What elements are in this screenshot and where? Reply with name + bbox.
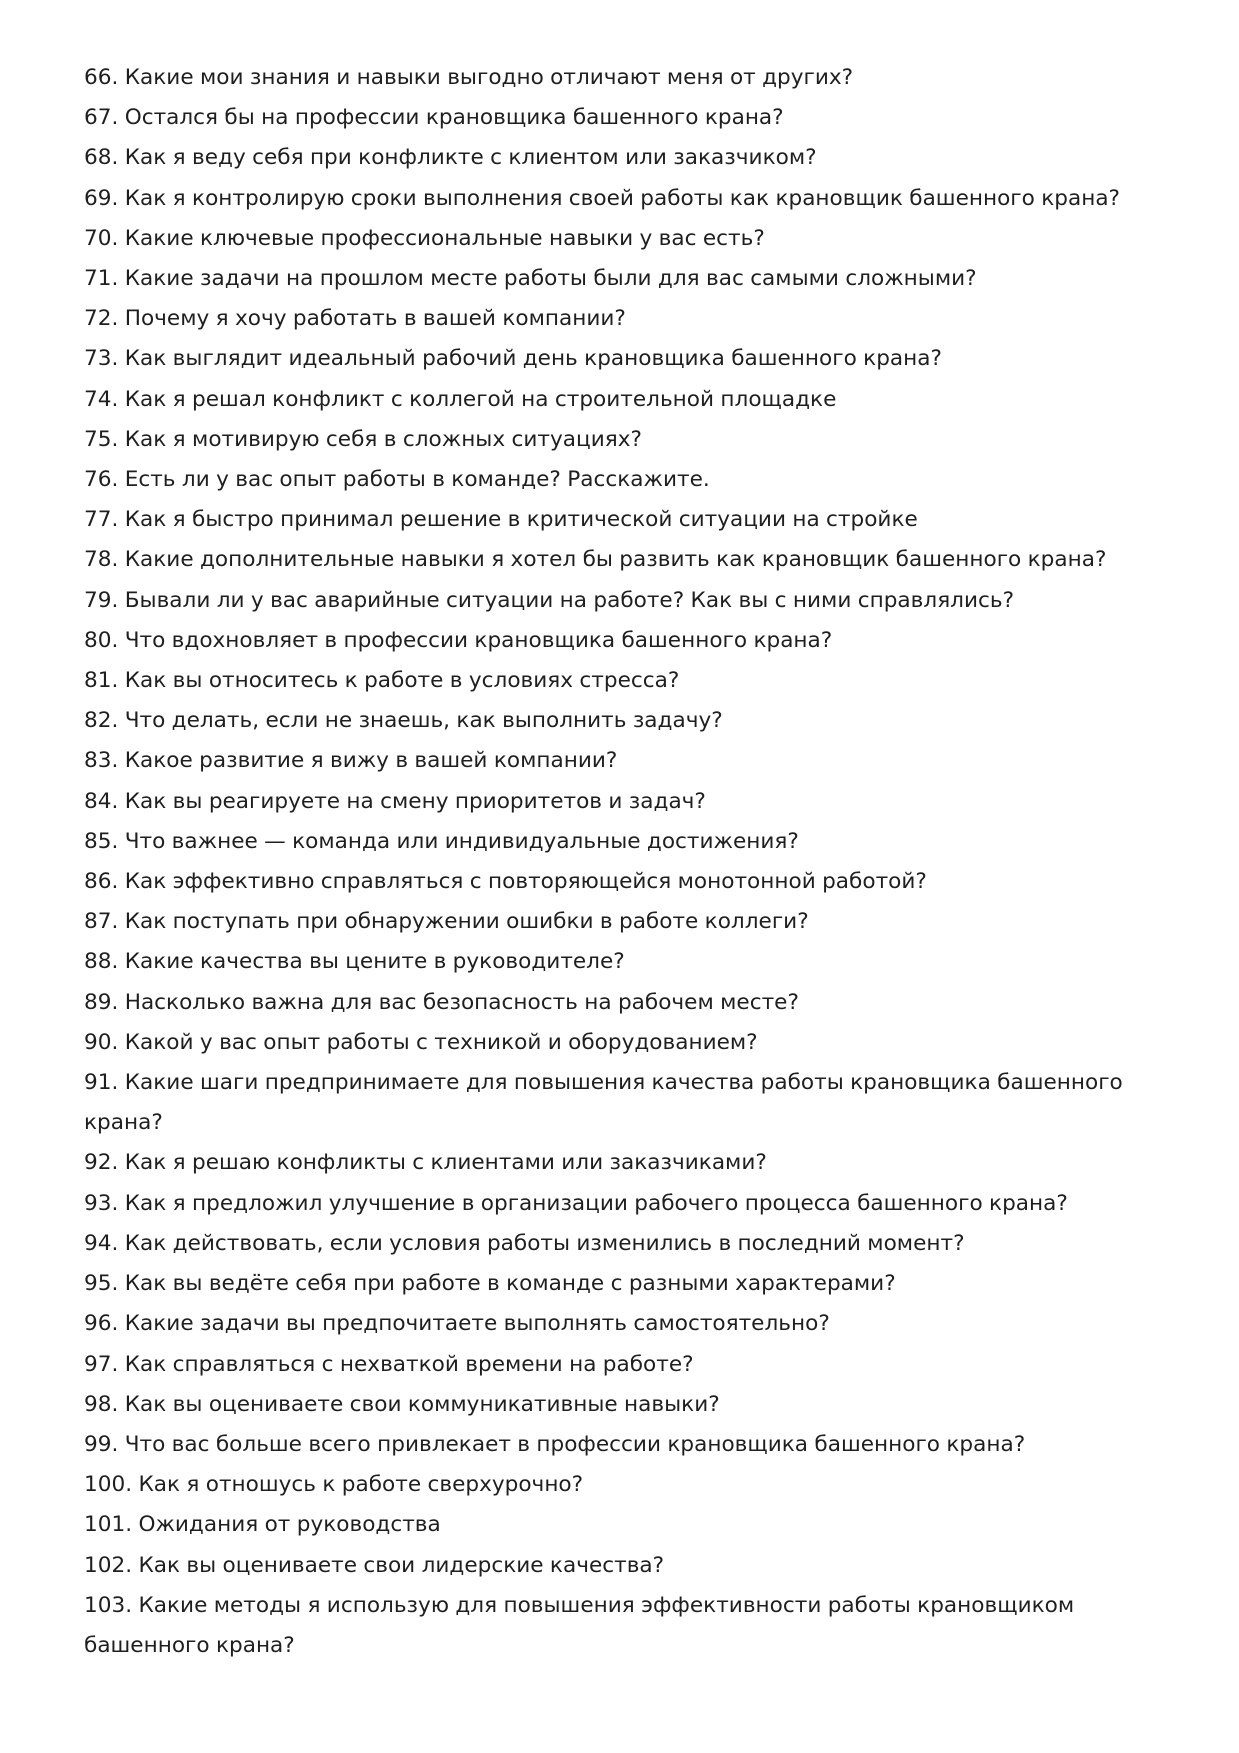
question-item: 94. Как действовать, если условия работы изменились в последний момент?	[84, 1230, 965, 1256]
question-item: 77. Как я быстро принимал решение в критической ситуации на стройке	[84, 507, 918, 533]
question-item: 82. Что делать, если не знаешь, как выполнить задачу?	[84, 708, 723, 734]
question-item: 66. Какие мои знания и навыки выгодно отличают меня от других?	[84, 65, 854, 90]
question-item: 93. Как я предложил улучшение в организации рабочего процесса башенного крана?	[84, 1190, 1068, 1216]
question-item: 67. Остался бы на профессии крановщика башенного крана?	[84, 105, 784, 131]
question-item: 95. Как вы ведёте себя при работе в команде с разными характерами?	[84, 1271, 896, 1297]
question-item: 102. Как вы оцениваете свои лидерские качества?	[84, 1552, 665, 1578]
question-item: 72. Почему я хочу работать в вашей компании?	[84, 306, 626, 332]
question-item: 68. Как я веду себя при конфликте с клиентом или заказчиком?	[84, 145, 817, 171]
question-item: 89. Насколько важна для вас безопасность на рабочем месте?	[84, 989, 799, 1015]
question-item: 71. Какие задачи на прошлом месте работы были для вас самыми сложными?	[84, 266, 977, 292]
question-item: 91. Какие шаги предпринимаете для повышения качества работы крановщика башенного крана?	[84, 1070, 1123, 1136]
question-item: 101. Ожидания от руководства	[84, 1512, 441, 1538]
question-item: 73. Как выглядит идеальный рабочий день крановщика башенного крана?	[84, 346, 942, 372]
question-item: 70. Какие ключевые профессиональные навыки у вас есть?	[84, 225, 765, 251]
question-item: 99. Что вас больше всего привлекает в профессии крановщика башенного крана?	[84, 1431, 1026, 1457]
question-item: 97. Как справляться с нехваткой времени на работе?	[84, 1351, 694, 1377]
question-item: 83. Какое развитие я вижу в вашей компании?	[84, 748, 618, 774]
question-list	[84, 58, 1164, 1666]
question-item: 75. Как я мотивирую себя в сложных ситуациях?	[84, 426, 642, 452]
question-item: 98. Как вы оцениваете свои коммуникативные навыки?	[84, 1391, 720, 1417]
question-item: 80. Что вдохновляет в профессии крановщика башенного крана?	[84, 627, 833, 653]
question-item: 76. Есть ли у вас опыт работы в команде? Расскажите.	[84, 467, 710, 493]
question-item: 78. Какие дополнительные навыки я хотел бы развить как крановщик башенного крана?	[84, 547, 1107, 573]
question-item: 86. Как эффективно справляться с повторяющейся монотонной работой?	[84, 869, 927, 895]
question-item: 74. Как я решал конфликт с коллегой на строительной площадке	[84, 386, 837, 412]
question-item: 90. Какой у вас опыт работы с техникой и оборудованием?	[84, 1029, 758, 1055]
question-item: 96. Какие задачи вы предпочитаете выполнять самостоятельно?	[84, 1311, 830, 1337]
question-item: 81. Как вы относитесь к работе в условиях стресса?	[84, 668, 680, 694]
question-item: 84. Как вы реагируете на смену приоритетов и задач?	[84, 788, 706, 814]
question-item: 87. Как поступать при обнаружении ошибки в работе коллеги?	[84, 909, 809, 935]
question-item: 92. Как я решаю конфликты с клиентами или заказчиками?	[84, 1150, 767, 1176]
question-item: 88. Какие качества вы цените в руководителе?	[84, 949, 625, 975]
question-item: 69. Как я контролирую сроки выполнения своей работы как крановщик башенного крана?	[84, 185, 1121, 211]
question-item: 85. Что важнее — команда или индивидуальные достижения?	[84, 828, 799, 854]
question-item: 100. Как я отношусь к работе сверхурочно?	[84, 1472, 584, 1498]
question-item: 103. Какие методы я использую для повышения эффективности работы крановщиком башенного крана?	[84, 1592, 1075, 1658]
question-item: 79. Бывали ли у вас аварийные ситуации на работе? Как вы с ними справлялись?	[84, 587, 1015, 613]
